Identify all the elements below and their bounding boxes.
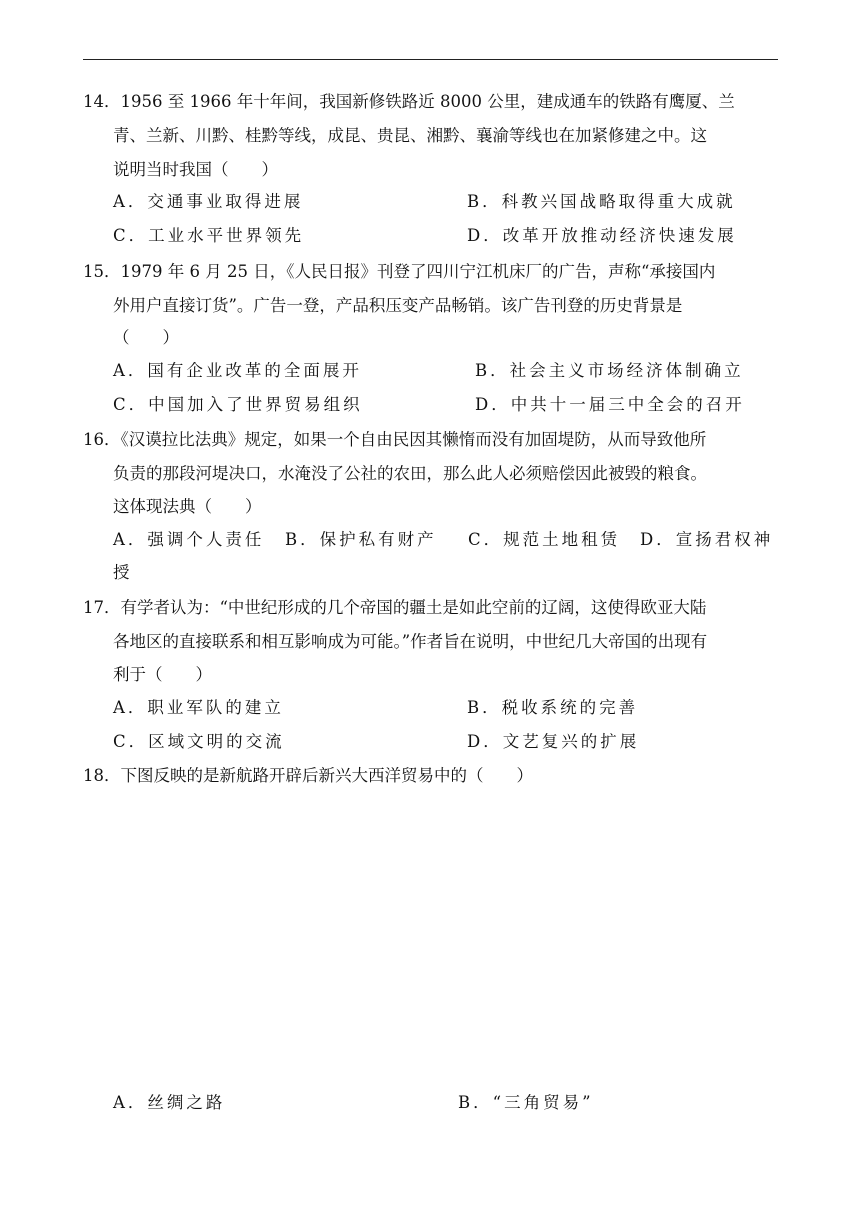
option-a[interactable]: A．职业军队的建立 [113,698,284,717]
question-16-line-1: 16．《汉谟拉比法典》规定，如果一个自由民因其懒惰而没有加固堤防，从而导致他所 [83,430,707,449]
option-b[interactable]: B．“三角贸易” [458,1093,594,1112]
option-b[interactable]: B．科教兴国战略取得重大成就 [467,192,736,211]
question-number: 14 [83,92,104,111]
question-17-line-1: 17．有学者认为：“中世纪形成的几个帝国的疆土是如此空前的辽阔，这使得欧亚大陆 [83,598,707,617]
option-a[interactable]: A．国有企业改革的全面展开 [113,361,362,380]
option-a[interactable]: A．强调个人责任 [113,530,265,549]
option-c[interactable]: C．规范土地租赁 [468,530,621,549]
figure-area [83,800,778,1080]
option-d-wrap: 授 [113,563,130,582]
question-number: 16 [83,430,104,449]
header-rule [83,59,778,60]
option-c[interactable]: C．区域文明的交流 [113,732,285,751]
question-16-line-2: 负责的那段河堤决口，水淹没了公社的农田，那么此人必须赔偿因此被毁的粮食。 [113,464,707,483]
question-number: 15 [83,262,104,281]
question-16-line-3: 这体现法典（ ） [113,497,262,516]
option-b[interactable]: B．保护私有财产 [285,530,437,549]
option-b[interactable]: B．社会主义市场经济体制确立 [475,361,744,380]
question-15-line-3: （ ） [113,328,179,347]
question-18-line-1: 18．下图反映的是新航路开辟后新兴大西洋贸易中的（ ） [83,766,533,785]
question-15-line-2: 外用户直接订货”。广告一登，产品积压变产品畅销。该广告刊登的历史背景是 [113,296,683,315]
option-d[interactable]: D．文艺复兴的扩展 [467,732,640,751]
question-14-line-1: 14．1956 至 1966 年十年间，我国新修铁路近 8000 公里，建成通车的铁路有鹰厦、兰 [83,92,735,111]
question-14-line-3: 说明当时我国（ ） [113,160,278,179]
question-number: 18 [83,766,104,785]
option-b[interactable]: B．税收系统的完善 [467,698,639,717]
option-d[interactable]: D．中共十一届三中全会的召开 [475,395,745,414]
option-a[interactable]: A．丝绸之路 [113,1093,226,1112]
option-a[interactable]: A．交通事业取得进展 [113,192,304,211]
question-17-line-3: 利于（ ） [113,665,212,684]
option-c[interactable]: C．中国加入了世界贸易组织 [113,395,363,414]
question-14-line-2: 青、兰新、川黔、桂黔等线，成昆、贵昆、湘黔、襄渝等线也在加紧修建之中。这 [113,126,707,145]
option-c[interactable]: C．工业水平世界领先 [113,226,305,245]
option-d[interactable]: D．宣扬君权神 [640,530,774,549]
question-17-line-2: 各地区的直接联系和相互影响成为可能。”作者旨在说明，中世纪几大帝国的出现有 [113,632,708,651]
question-15-line-1: 15．1979 年 6 月 25 日，《人民日报》刊登了四川宁江机床厂的广告，声称“承接国内 [83,262,716,281]
question-number: 17 [83,598,104,617]
option-d[interactable]: D．改革开放推动经济快速发展 [467,226,737,245]
